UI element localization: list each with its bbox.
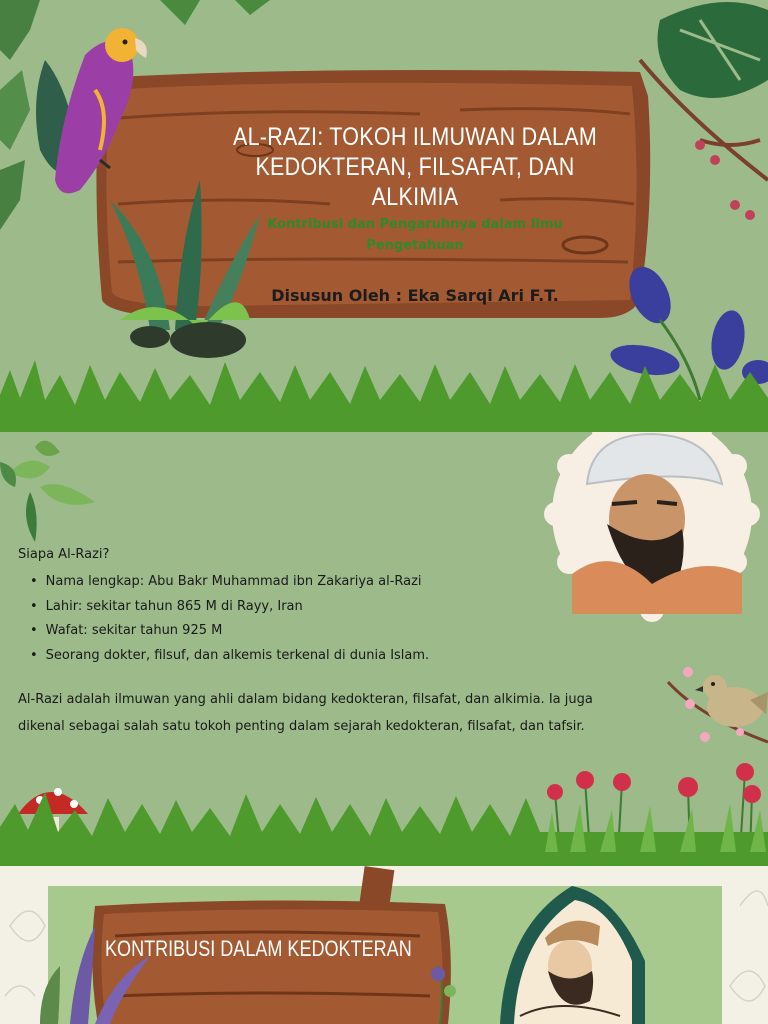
- bullet-item-born: • Lahir: sekitar tahun 865 M di Rayy, Iran: [30, 595, 429, 620]
- fern-icon: [0, 0, 40, 230]
- bullet-item-full-name: • Nama lengkap: Abu Bakr Muhammad ibn Zakariya al-Razi: [30, 570, 429, 595]
- berries-icon: [695, 140, 755, 220]
- bullet-item-profession: • Seorang dokter, filsuf, dan alkemis terkenal di dunia Islam.: [30, 644, 429, 669]
- presentation-subtitle: Kontribusi dan Pengaruhnya dalam Ilmu Pengetahuan: [267, 217, 563, 253]
- slide-title: KONTRIBUSI DALAM KEDOKTERAN: [105, 936, 412, 961]
- info-slide: [0, 432, 768, 866]
- bird-icon: [668, 667, 768, 742]
- blue-flower-leaves-icon: [608, 260, 768, 400]
- monstera-leaf-icon: [658, 2, 768, 98]
- author-line: Disusun Oleh : Eka Sarqi Ari F.T.: [271, 286, 559, 305]
- leaves-top-icon: [160, 0, 270, 25]
- al-razi-portrait: [544, 432, 760, 622]
- rock-icon: [130, 322, 246, 358]
- bio-bullet-list: [30, 570, 429, 668]
- presentation-title: AL-RAZI: TOKOH ILMUWAN DALAM KEDOKTERAN, FILSAFAT, DAN ALKIMIA: [232, 123, 598, 211]
- bio-paragraph: Al-Razi adalah ilmuwan yang ahli dalam bidang kedokteran, filsafat, dan alkimia. Ia juga dikenal sebagai salah satu tokoh penting dalam sejarah kedokteran, filsafat, dan tafsir.: [18, 692, 593, 734]
- contribution-slide: [0, 866, 768, 1024]
- bullet-item-died: • Wafat: sekitar tahun 925 M: [30, 619, 429, 644]
- title-slide: [0, 0, 768, 432]
- section-heading: Siapa Al-Razi?: [18, 547, 110, 562]
- leaf-sprig-icon: [0, 441, 95, 542]
- al-razi-sketch-portrait: [500, 886, 645, 1024]
